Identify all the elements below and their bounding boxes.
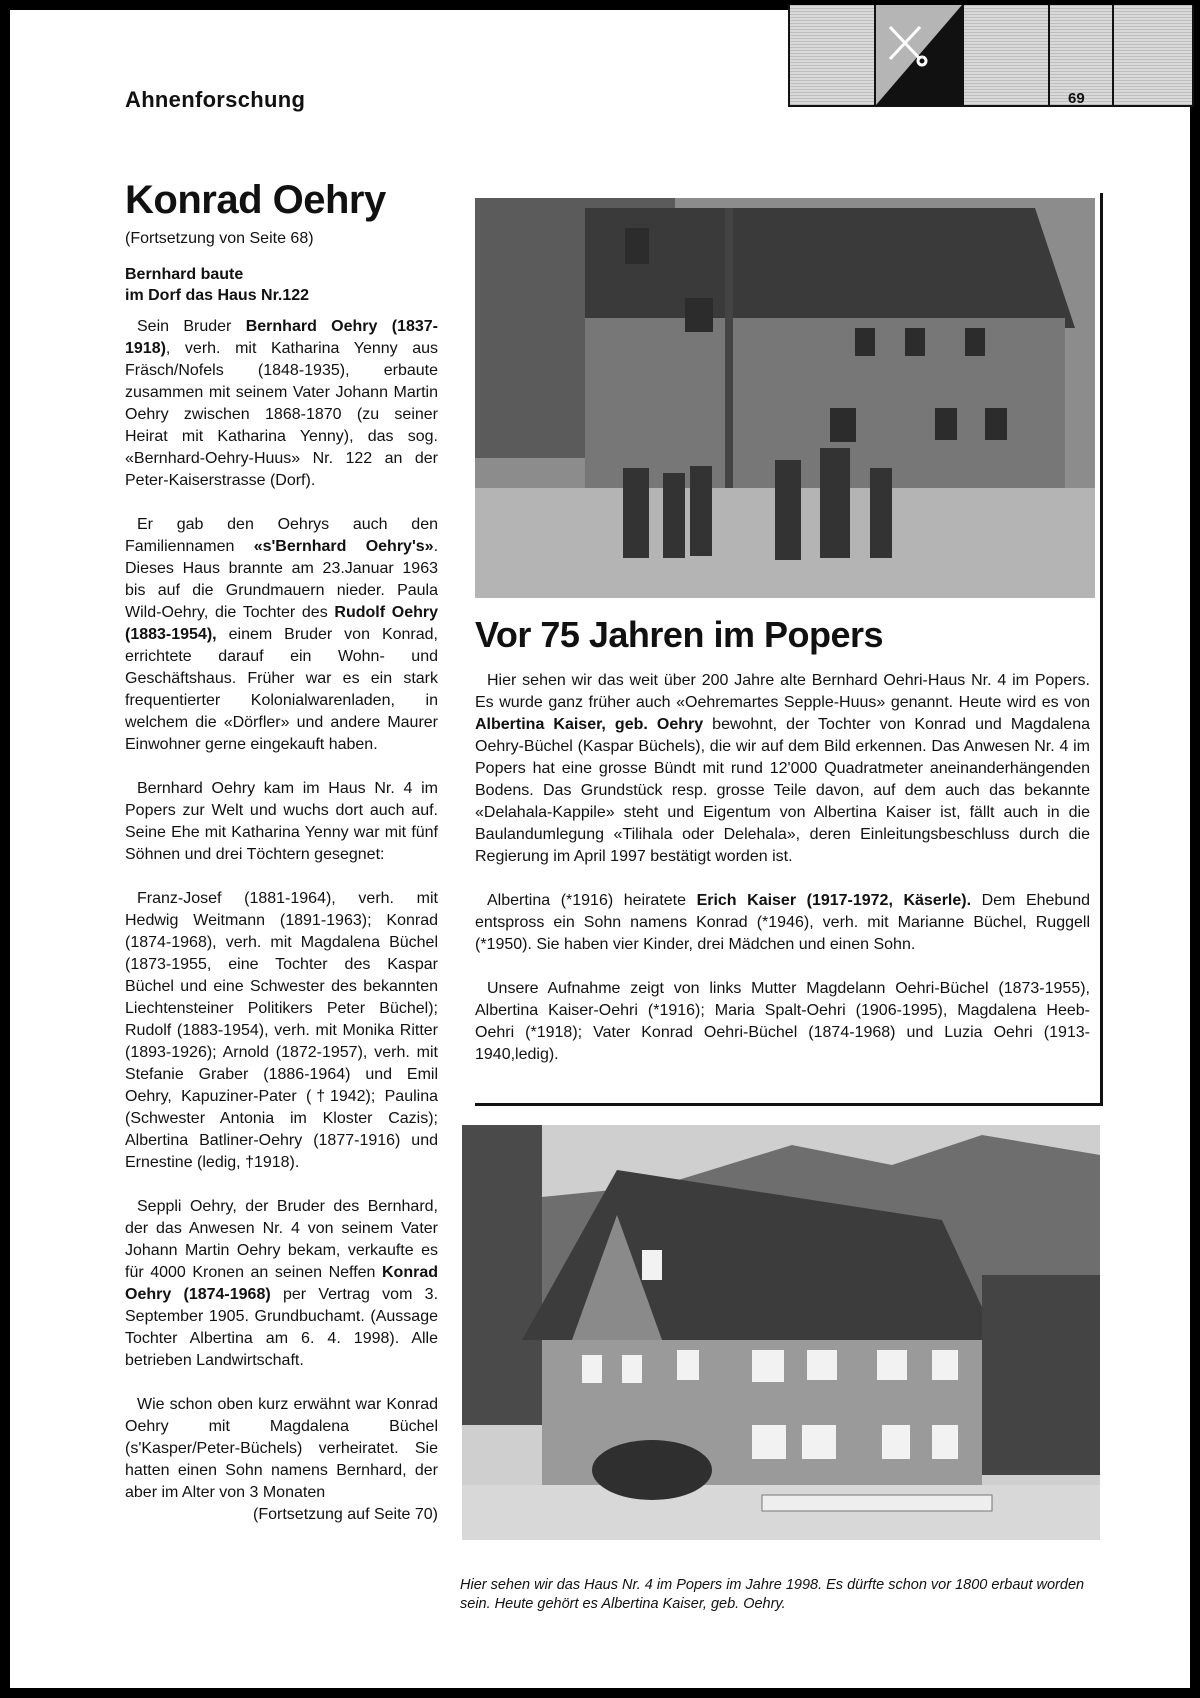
paragraph: [475, 890, 1090, 956]
paragraph: [475, 670, 1090, 868]
subhead-line: im Dorf das Haus Nr.122: [125, 287, 310, 304]
header-tabs: [788, 5, 1194, 107]
box-body: [475, 670, 1090, 1088]
section-title: Ahnenforschung: [125, 87, 306, 112]
page: [10, 10, 1190, 1688]
modern-house-photo: [462, 1125, 1100, 1540]
paragraph: Unsere Aufnahme zeigt von links Mutter Magdelann Oehri-Büchel (1873-1955), Albertina Kaiser-Oehri (*1916); Maria Spalt-Oehri (1906-1995), Magdalena Heeb-Oehri (*1918); Vater Konrad Oehri-Büchel (1874-1968) und Luzia Oehri (1913-1940,ledig).: [475, 980, 1090, 1063]
header-tab: [1114, 5, 1192, 105]
name-bold: Konrad Oehry (1874-1968): [125, 1264, 438, 1303]
paragraph: [125, 1196, 438, 1372]
text: Wie schon oben kurz erwähnt war Konrad Oehry mit Magdalena Büchel (s'Kasper/Peter-Büchels) verheiratet. Sie hatten einen Sohn namens Bernhard, der aber im Alter von 3 Monaten: [125, 1396, 438, 1501]
paragraph: [125, 514, 438, 756]
name-bold: Rudolf Oehry (1883-1954),: [125, 604, 438, 643]
text: , verh. mit Katharina Yenny aus Fräsch/Nofels (1848-1935), erbaute zusammen mit seinem Vater Johann Martin Oehry zwischen 1868-1870 (zu seiner Heirat mit Katharina Yenny), das sog. «Bernhard-Oehry-Huus» Nr. 122 an der Peter-Kaiserstrasse (Dorf).: [125, 340, 438, 489]
text: Er gab den Oehrys auch den Familiennamen: [125, 516, 438, 555]
article-subtitle: (Fortsetzung von Seite 68): [125, 230, 314, 247]
paragraph: Bernhard Oehry kam im Haus Nr. 4 im Popers zur Welt und wuchs dort auch auf. Seine Ehe mit Katharina Yenny war mit fünf Söhnen und drei Töchtern gesegnet:: [125, 780, 438, 863]
historic-house-photo: [475, 198, 1095, 598]
header-tab-crest: [876, 5, 964, 105]
subhead-line: Bernhard baute: [125, 266, 244, 283]
article-subhead: [125, 264, 309, 306]
paragraph: Franz-Josef (1881-1964), verh. mit Hedwig Weitmann (1891-1963); Konrad (1874-1968), verh. mit Magdalena Büchel (1873-1955, eine Tochter des Kaspar Büchel und eine Schwester des bekannten Liechtensteiner Politikers Peter Büchel); Rudolf (1883-1954), verh. mit Monika Ritter (1893-1926); Arnold (1872-1957), verh. mit Stefanie Graber (1886-1964) und Emil Oehry, Kapuziner-Pater (†1942); Paulina (Schwester Antonia im Kloster Cazis); Albertina Batliner-Oehry (1877-1916) und Ernestine (ledig, †1918).: [125, 890, 438, 1171]
article-body: [125, 316, 438, 1526]
paragraph: [125, 1394, 438, 1526]
text: Sein Bruder: [137, 318, 246, 335]
text: . Dieses Haus brannte am 23.Januar 1963 bis auf die Grundmauern nieder. Paula Wild-Oehry, die Tochter des: [125, 538, 439, 621]
photo-caption: Hier sehen wir das Haus Nr. 4 im Popers im Jahre 1998. Es dürfte schon vor 1800 erbaut worden sein. Heute gehört es Albertina Kaiser, geb. Oehry.: [460, 1577, 1085, 1612]
text: Hier sehen wir das weit über 200 Jahre alte Bernhard Oehri-Haus Nr. 4 im Popers. Es wurde ganz früher auch «Oehremartes Sepple-Huus» genannt. Heute wird es von: [475, 672, 1090, 711]
header-tab: [964, 5, 1050, 105]
header-tab: [790, 5, 876, 105]
text: Dem Ehebund entspross ein Sohn namens Konrad (*1946), verh. mit Marianne Büchel, Ruggell (*1950). Sie haben vier Kinder, drei Mädchen und einen Sohn.: [475, 892, 1090, 953]
house-illustration: [462, 1125, 1100, 1540]
text: per Vertrag vom 3. September 1905. Grundbuchamt. (Aussage Tochter Albertina am 6. 4. 1998). Alle betrieben Landwirtschaft.: [125, 1286, 439, 1369]
name-bold: Erich Kaiser (1917-1972, Käserle).: [696, 892, 972, 909]
name-bold: Bernhard Oehry (1837-1918): [125, 318, 438, 357]
text: bewohnt, der Tochter von Konrad und Magdalena Oehry-Büchel (Kaspar Büchels), die wir auf dem Bild erkennen. Das Anwesen Nr. 4 im Popers hat eine grosse Bündt mit rund 12'000 Quadratmeter aneinanderhängenden Bodens. Das Grundstück resp. grosse Teile davon, auf dem auch das bekannte «Delahala-Kappile» steht und Eigentum von Albertina Kaiser ist, fällt auch in die Baulandumlegung «Tilihala oder Delehala», deren Einleitungsbeschluss durch die Regierung im April 1997 bestätigt worden ist.: [475, 716, 1090, 865]
text: Seppli Oehry, der Bruder des Bernhard, der das Anwesen Nr. 4 von seinem Vater Johann Martin Oehry bekam, verkaufte es für 4000 Kronen an seinen Neffen: [125, 1198, 438, 1281]
name-bold: «s'Bernhard Oehry's»: [253, 538, 434, 555]
name-bold: Albertina Kaiser, geb. Oehry: [475, 716, 704, 733]
continued-note: (Fortsetzung auf Seite 70): [253, 1506, 438, 1523]
text: einem Bruder von Konrad, errichtete darauf ein Wohn- und Geschäftshaus. Früher war es ein stark frequentierter Kolonialwarenladen, in welchem die «Dörfler» und andere Maurer Einwohner gerne eingekauft haben.: [125, 626, 438, 753]
text: Albertina (*1916) heiratete: [487, 892, 697, 909]
page-number: 69: [1068, 90, 1085, 107]
crossed-keys-icon: [876, 5, 962, 105]
box-title: Vor 75 Jahren im Popers: [475, 614, 884, 655]
paragraph: [125, 316, 438, 492]
house-illustration: [475, 198, 1095, 598]
article-title: Konrad Oehry: [125, 178, 386, 222]
